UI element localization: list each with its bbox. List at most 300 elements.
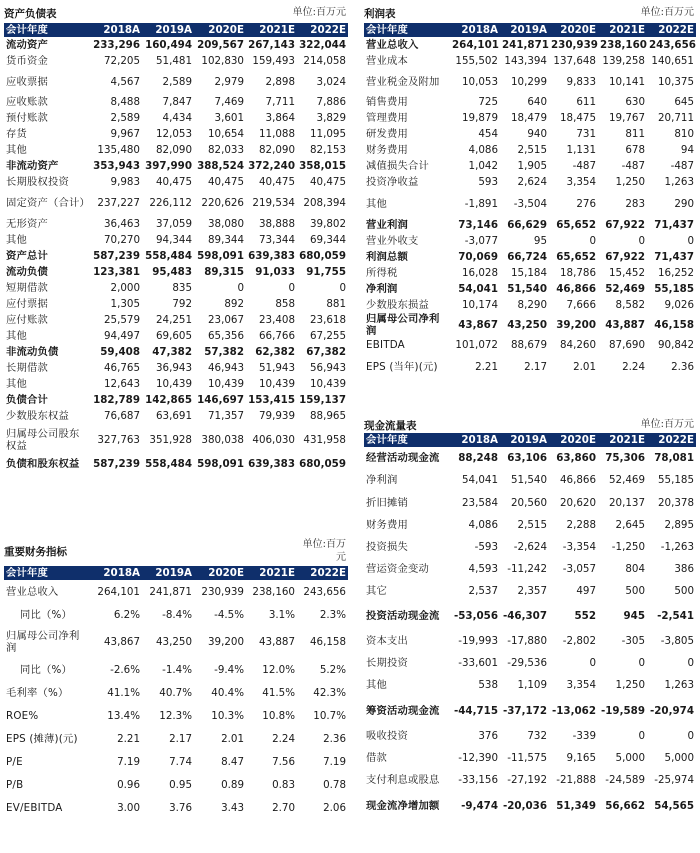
value-cell: 327,763	[97, 434, 140, 446]
value-cell: 7.56	[272, 755, 295, 768]
table-row	[4, 69, 348, 94]
value-cell: 9,165	[566, 752, 596, 764]
value-cell: 386	[674, 563, 694, 575]
balance-sheet-table	[4, 23, 348, 472]
row-label: 销售费用	[366, 96, 408, 108]
table-row	[364, 769, 696, 791]
table-row	[4, 280, 348, 296]
value-cell: 587,239	[93, 250, 140, 262]
value-cell: 19,879	[461, 112, 498, 124]
value-cell: 220,626	[201, 197, 244, 209]
value-cell: -1,250	[611, 541, 645, 553]
value-cell: 2.06	[323, 801, 346, 814]
table-row	[4, 360, 348, 376]
value-cell: 267,143	[248, 39, 295, 51]
value-cell: 3,829	[316, 112, 346, 124]
value-cell: 142,865	[145, 394, 192, 406]
value-cell: 23,067	[207, 314, 244, 326]
value-cell: 9,967	[110, 128, 140, 140]
table-row	[4, 344, 348, 360]
value-cell: 8.47	[221, 755, 244, 768]
row-label: 货币资金	[6, 55, 48, 67]
value-cell: 69,344	[309, 234, 346, 246]
table-row	[364, 514, 696, 536]
value-cell: 54,565	[654, 799, 694, 812]
value-cell: 87,690	[608, 339, 645, 351]
cash-flow-unit: 单位:百万元	[640, 419, 694, 430]
value-cell: 89,315	[204, 266, 244, 278]
value-cell: 160,494	[145, 39, 192, 51]
value-cell: 611	[576, 96, 596, 108]
value-cell: 12,053	[155, 128, 192, 140]
value-cell: 3.1%	[268, 608, 295, 621]
table-row	[4, 53, 348, 69]
value-cell: 10,439	[258, 378, 295, 390]
value-cell: 10,053	[461, 75, 498, 88]
year-header-cell: 2022E	[647, 23, 696, 37]
value-cell: 0.83	[272, 778, 295, 791]
row-label: 其他	[366, 679, 387, 691]
value-cell: 7.74	[169, 755, 192, 768]
table-row	[364, 580, 696, 602]
value-cell: 20,378	[657, 497, 694, 509]
value-cell: 283	[625, 197, 645, 210]
value-cell: 1,263	[664, 176, 694, 188]
value-cell: 16,028	[461, 267, 498, 279]
value-cell: 5,000	[615, 752, 645, 764]
value-cell: 76,687	[103, 410, 140, 422]
value-cell: 3,354	[566, 679, 596, 691]
value-cell: 95,483	[152, 266, 192, 278]
value-cell: 4,086	[468, 519, 498, 531]
value-cell: 41.5%	[262, 686, 295, 699]
value-cell: 51,943	[258, 362, 295, 374]
value-cell: 71,437	[654, 219, 694, 231]
value-cell: 10,439	[155, 378, 192, 390]
value-cell: 82,033	[207, 144, 244, 156]
value-cell: 2,515	[517, 144, 547, 156]
value-cell: 804	[625, 563, 645, 575]
table-row	[364, 281, 696, 297]
value-cell: 79,939	[258, 410, 295, 422]
value-cell: 9,026	[664, 299, 694, 311]
value-cell: 13.4%	[107, 709, 140, 722]
row-label: 归属母公司股东权益	[6, 428, 80, 452]
table-row	[364, 297, 696, 313]
table-row	[4, 456, 348, 472]
table-row	[364, 492, 696, 514]
value-cell: 587,239	[93, 458, 140, 470]
value-cell: 8,290	[517, 299, 547, 311]
row-label: 营业成本	[366, 55, 408, 67]
table-row	[4, 190, 348, 216]
table-row	[364, 747, 696, 769]
table-row	[4, 796, 348, 819]
table-row	[364, 94, 696, 110]
value-cell: 2,589	[110, 112, 140, 124]
value-cell: -9,474	[461, 799, 498, 812]
value-cell: 65,652	[556, 219, 596, 231]
value-cell: -44,715	[453, 704, 498, 717]
value-cell: 123,381	[93, 266, 140, 278]
value-cell: 645	[674, 96, 694, 108]
value-cell: 20,560	[510, 497, 547, 509]
value-cell: 0	[288, 282, 295, 294]
value-cell: 3,864	[265, 112, 295, 124]
value-cell: 73,344	[258, 234, 295, 246]
value-cell: 10,375	[657, 75, 694, 88]
value-cell: 72,205	[103, 55, 140, 67]
year-header-cell: 2022E	[297, 23, 348, 37]
value-cell: 858	[275, 298, 295, 310]
value-cell: 2,537	[468, 585, 498, 597]
year-header-cell: 2021E	[246, 23, 297, 37]
value-cell: 57,382	[204, 346, 244, 358]
value-cell: 3.00	[117, 801, 140, 814]
value-cell: 2.36	[323, 732, 346, 745]
value-cell: 2,357	[517, 585, 547, 597]
row-label: 固定资产（合计）	[6, 197, 90, 209]
table-header-row	[364, 433, 696, 447]
year-header-cell: 2019A	[500, 23, 549, 37]
row-label: 筹资活动现金流	[366, 704, 440, 717]
balance-sheet-title: 资产负债表	[4, 8, 57, 20]
table-row	[4, 773, 348, 796]
value-cell: 40,475	[207, 176, 244, 188]
value-cell: 46,943	[207, 362, 244, 374]
value-cell: 10.8%	[262, 709, 295, 722]
row-label: 会计年度	[4, 23, 90, 37]
value-cell: 51,349	[556, 799, 596, 812]
value-cell: 153,415	[248, 394, 295, 406]
value-cell: -9.4%	[214, 663, 244, 676]
cash-flow-title: 现金流量表	[364, 420, 417, 432]
table-row	[4, 750, 348, 773]
value-cell: 135,480	[97, 144, 140, 156]
table-row	[364, 190, 696, 217]
year-header-cell: 2020E	[194, 566, 246, 580]
balance-sheet-unit: 单位:百万元	[292, 7, 346, 18]
value-cell: 237,227	[97, 197, 140, 209]
value-cell: 7,886	[316, 96, 346, 108]
table-row	[364, 69, 696, 94]
value-cell: 47,382	[152, 346, 192, 358]
row-label: 同比（%）	[20, 663, 72, 676]
value-cell: 353,943	[93, 160, 140, 172]
value-cell: 159,137	[299, 394, 346, 406]
value-cell: 95	[533, 235, 547, 247]
value-cell: 18,475	[559, 112, 596, 124]
value-cell: 241,871	[149, 585, 192, 598]
key-indicators-table	[4, 566, 348, 819]
table-row	[4, 727, 348, 750]
value-cell: 10,654	[207, 128, 244, 140]
value-cell: -8.4%	[162, 608, 192, 621]
value-cell: 0.78	[323, 778, 346, 791]
table-row	[4, 580, 348, 603]
value-cell: 538	[478, 679, 498, 691]
value-cell: 54,041	[461, 474, 498, 486]
year-header-cell: 2022E	[297, 566, 348, 580]
value-cell: 7,469	[214, 96, 244, 108]
value-cell: 140,651	[651, 55, 694, 67]
table-row	[364, 725, 696, 747]
value-cell: 7,847	[162, 96, 192, 108]
value-cell: 11,095	[309, 128, 346, 140]
value-cell: 2,624	[517, 176, 547, 188]
row-label: 营运资金变动	[366, 563, 429, 575]
value-cell: 40.4%	[211, 686, 244, 699]
value-cell: 8,488	[110, 96, 140, 108]
value-cell: 4,593	[468, 563, 498, 575]
table-row	[364, 558, 696, 580]
value-cell: 43,867	[458, 319, 498, 331]
value-cell: 630	[625, 96, 645, 108]
value-cell: -27,192	[507, 774, 547, 786]
cash-flow-panel	[364, 418, 696, 848]
row-label: 少数股东权益	[6, 410, 69, 422]
row-label: 长期投资	[366, 657, 408, 669]
value-cell: 46,158	[309, 636, 346, 648]
value-cell: 2,979	[214, 75, 244, 88]
row-label: 其他	[366, 197, 387, 210]
row-label: 净利润	[366, 283, 398, 295]
value-cell: 264,101	[97, 585, 140, 598]
value-cell: 9,983	[110, 176, 140, 188]
value-cell: 10,439	[207, 378, 244, 390]
value-cell: 51,540	[510, 474, 547, 486]
value-cell: 2,000	[110, 282, 140, 294]
value-cell: -33,601	[458, 657, 498, 669]
row-label: 所得税	[366, 267, 398, 279]
value-cell: 835	[172, 282, 192, 294]
table-row	[364, 696, 696, 725]
value-cell: 219,534	[252, 197, 295, 209]
value-cell: 238,160	[600, 39, 647, 51]
value-cell: 56,662	[605, 799, 645, 812]
value-cell: 2.21	[117, 732, 140, 745]
value-cell: 3.76	[169, 801, 192, 814]
row-label: 营业总收入	[6, 585, 59, 598]
value-cell: 40,475	[309, 176, 346, 188]
value-cell: 2,589	[162, 75, 192, 88]
income-statement-table	[364, 23, 696, 381]
value-cell: -4.5%	[214, 608, 244, 621]
value-cell: 7.19	[323, 755, 346, 768]
value-cell: 351,928	[149, 434, 192, 446]
value-cell: 39,200	[556, 319, 596, 331]
row-label: 投资活动现金流	[366, 610, 440, 622]
value-cell: 4,086	[468, 144, 498, 156]
value-cell: 2.01	[221, 732, 244, 745]
row-label: 利润总额	[366, 251, 408, 263]
income-statement-panel	[364, 6, 696, 406]
value-cell: 137,648	[553, 55, 596, 67]
table-row	[4, 158, 348, 174]
value-cell: 51,540	[507, 283, 547, 295]
table-row	[364, 217, 696, 233]
row-label: 折旧摊销	[366, 497, 408, 509]
value-cell: 2.36	[671, 361, 694, 373]
year-header-cell: 2021E	[598, 23, 647, 37]
value-cell: -3,354	[562, 541, 596, 553]
table-row	[4, 704, 348, 727]
row-label: 管理费用	[366, 112, 408, 124]
row-label: 净利润	[366, 474, 398, 486]
table-row	[364, 536, 696, 558]
table-row	[4, 110, 348, 126]
value-cell: 43,250	[507, 319, 547, 331]
row-label: 会计年度	[364, 433, 450, 447]
value-cell: 598,091	[197, 250, 244, 262]
value-cell: 940	[527, 128, 547, 140]
table-row	[364, 174, 696, 190]
value-cell: 208,394	[303, 197, 346, 209]
year-header-cell: 2022E	[647, 433, 696, 447]
table-row	[364, 652, 696, 674]
value-cell: 558,484	[145, 250, 192, 262]
value-cell: 680,059	[299, 250, 346, 262]
value-cell: -19,993	[458, 635, 498, 647]
table-row	[4, 37, 348, 53]
row-label: 会计年度	[4, 566, 90, 580]
year-header-cell: 2020E	[194, 23, 246, 37]
value-cell: -20,036	[502, 799, 547, 812]
value-cell: -1.4%	[162, 663, 192, 676]
value-cell: 62,382	[255, 346, 295, 358]
value-cell: 38,080	[207, 218, 244, 230]
value-cell: 19,767	[608, 112, 645, 124]
value-cell: 397,990	[145, 160, 192, 172]
value-cell: -3,504	[513, 197, 547, 210]
value-cell: 16,252	[657, 267, 694, 279]
value-cell: 454	[478, 128, 498, 140]
table-row	[4, 681, 348, 704]
year-header-cell: 2018A	[90, 23, 142, 37]
row-label: 归属母公司净利润	[366, 313, 440, 337]
value-cell: 82,153	[309, 144, 346, 156]
value-cell: 241,871	[502, 39, 549, 51]
year-header-cell: 2020E	[549, 23, 598, 37]
year-header-cell: 2019A	[142, 566, 194, 580]
value-cell: -13,062	[551, 704, 596, 717]
row-label: 经营活动现金流	[366, 451, 440, 464]
row-label: 现金流净增加额	[366, 799, 440, 812]
value-cell: 2.17	[169, 732, 192, 745]
year-header-cell: 2021E	[598, 433, 647, 447]
row-label: 支付利息或股息	[366, 774, 440, 786]
row-label: EV/EBITDA	[6, 801, 63, 814]
value-cell: 881	[326, 298, 346, 310]
value-cell: 75,306	[605, 451, 645, 464]
value-cell: 243,656	[649, 39, 696, 51]
value-cell: 810	[674, 128, 694, 140]
value-cell: 892	[224, 298, 244, 310]
value-cell: 230,939	[201, 585, 244, 598]
value-cell: 4,434	[162, 112, 192, 124]
value-cell: -37,172	[502, 704, 547, 717]
year-header-cell: 2018A	[450, 433, 500, 447]
row-label: P/B	[6, 778, 24, 791]
value-cell: 2.21	[475, 361, 498, 373]
table-row	[4, 603, 348, 626]
value-cell: 54,041	[458, 283, 498, 295]
value-cell: 2,895	[664, 519, 694, 531]
value-cell: -2,624	[513, 541, 547, 553]
row-label: 存货	[6, 128, 27, 140]
table-row	[364, 142, 696, 158]
value-cell: 63,106	[507, 451, 547, 464]
value-cell: -1,263	[660, 541, 694, 553]
row-label: P/E	[6, 755, 23, 768]
table-row	[4, 408, 348, 424]
value-cell: 0.95	[169, 778, 192, 791]
value-cell: 639,383	[248, 250, 295, 262]
table-row	[364, 265, 696, 281]
table-row	[364, 337, 696, 353]
value-cell: 159,493	[252, 55, 295, 67]
value-cell: 36,943	[155, 362, 192, 374]
value-cell: 10,141	[608, 75, 645, 88]
key-indicators-title: 重要财务指标	[4, 546, 67, 558]
value-cell: 678	[625, 144, 645, 156]
year-header-cell: 2018A	[90, 566, 142, 580]
value-cell: 0	[589, 657, 596, 669]
value-cell: -3,077	[464, 235, 498, 247]
value-cell: 91,755	[306, 266, 346, 278]
value-cell: 376	[478, 730, 498, 742]
value-cell: 7,666	[566, 299, 596, 311]
value-cell: -20,974	[649, 704, 694, 717]
value-cell: 46,158	[654, 319, 694, 331]
value-cell: 0	[687, 657, 694, 669]
value-cell: 102,830	[201, 55, 244, 67]
table-row	[4, 174, 348, 190]
row-label: 营业利润	[366, 219, 408, 231]
table-header-row	[364, 23, 696, 37]
value-cell: 15,452	[608, 267, 645, 279]
value-cell: 732	[527, 730, 547, 742]
value-cell: 94,344	[155, 234, 192, 246]
table-row	[364, 249, 696, 265]
value-cell: 0.96	[117, 778, 140, 791]
value-cell: 67,382	[306, 346, 346, 358]
value-cell: 238,160	[252, 585, 295, 598]
value-cell: 101,072	[455, 339, 498, 351]
value-cell: 0.89	[221, 778, 244, 791]
value-cell: -305	[621, 635, 645, 647]
row-label: 其他	[6, 234, 27, 246]
value-cell: 70,069	[458, 251, 498, 263]
table-row	[4, 424, 348, 456]
value-cell: 18,479	[510, 112, 547, 124]
table-row	[4, 248, 348, 264]
value-cell: -19,589	[600, 704, 645, 717]
value-cell: -593	[474, 541, 498, 553]
value-cell: 70,270	[103, 234, 140, 246]
value-cell: 63,860	[556, 451, 596, 464]
income-statement-title: 利润表	[364, 8, 396, 20]
value-cell: 46,765	[103, 362, 140, 374]
value-cell: 18,786	[559, 267, 596, 279]
value-cell: 1,042	[468, 160, 498, 172]
value-cell: 36,463	[103, 218, 140, 230]
value-cell: 226,112	[149, 197, 192, 209]
row-label: 财务费用	[366, 519, 408, 531]
value-cell: 59,408	[100, 346, 140, 358]
table-row	[364, 110, 696, 126]
value-cell: 10,439	[309, 378, 346, 390]
